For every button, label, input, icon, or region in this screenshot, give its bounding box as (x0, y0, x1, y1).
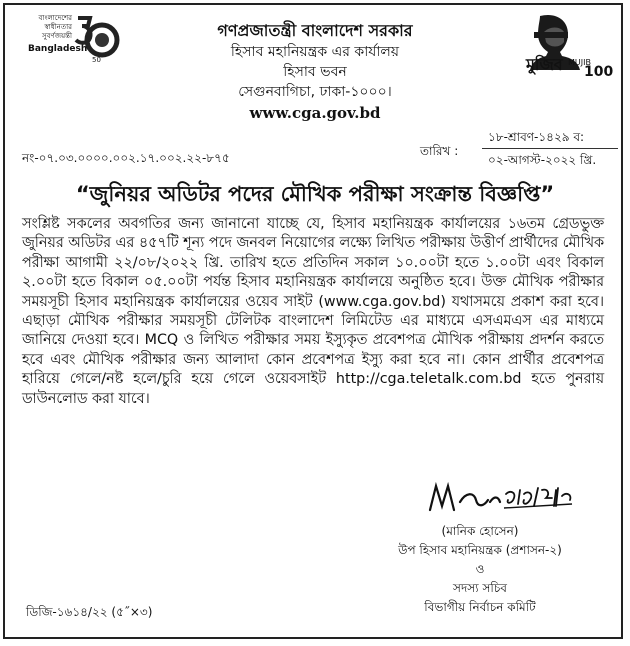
date-label: তারিখ : (420, 144, 459, 158)
notice-title: “জুনিয়র অডিটর পদের মৌখিক পরীক্ষা সংক্রান্ত বিজ্ঞপ্তি” (75, 182, 555, 206)
government-name: গণপ্রজাতন্ত্রী বাংলাদেশ সরকার (217, 21, 413, 40)
logo-left-number: 50 (92, 56, 101, 64)
mujib-text: মুজিব (526, 55, 563, 74)
signer-conjunction: ও (475, 562, 485, 576)
jubilee-50-icon (74, 12, 120, 64)
mujib-number: 100 (584, 64, 614, 80)
date-divider (482, 148, 618, 149)
handwritten-signature (426, 480, 576, 514)
mujib-100-logo (500, 12, 612, 92)
memo-number: নং-০৭.০৩.০০০০.০০২.১৭.০০২.২২-৮৭৫ (22, 151, 230, 165)
signer-role: সদস্য সচিব (453, 581, 507, 595)
logo-left-country: Bangladesh (28, 44, 88, 54)
building-name: হিসাব ভবন (283, 64, 347, 80)
date-english: ০২-আগস্ট-২০২২ খ্রি. (488, 153, 597, 167)
print-code: ডিজি-১৬১৪/২২ (৫˝×৩) (26, 605, 153, 619)
logo-left-text: বাংলাদেশের স্বাধীনতার সুবর্ণজয়ন্তী (38, 14, 72, 40)
date-bangla: ১৮-শ্রাবণ-১৪২৯ ব: (488, 130, 585, 144)
date-box (482, 128, 618, 169)
signer-name: (মানিক হোসেন) (441, 524, 519, 538)
office-name: হিসাব মহানিয়ন্ত্রক এর কার্যালয় (230, 44, 400, 60)
golden-jubilee-logo (28, 12, 120, 68)
signer-block (370, 522, 590, 617)
notice-body: সংশ্লিষ্ট সকলের অবগতির জন্য জানানো যাচ্ছে যে, হিসাব মহানিয়ন্ত্রক কার্যালয়ের ১৬তম গ্রেডভুক্ত জুনিয়র অডিটর এর ৪৫৭টি শূন্য পদে জনবল নিয়োগের লক্ষ্যে লিখিত পরীক্ষায় উত্তীর্ণ প্রার্থীদের মৌখিক পরীক্ষা আগামী ২২/০৮/২০২২ খ্রি. তারিখ হতে প্রতিদিন সকাল ১০.০০টা হতে ১.০০টা এবং বিকাল ২.০০টা হতে বিকাল ০৫.০০টা পর্যন্ত হিসাব মহানিয়ন্ত্রক কার্যালয়ে অনুষ্ঠিত হবে। উক্ত মৌখিক পরীক্ষার সময়সূচী হিসাব মহানিয়ন্ত্রক কার্যালয়ের ওয়েব সাইট (www.cga.gov.bd) যথাসময়ে প্রকাশ করা হবে। এছাড়া মৌখিক পরীক্ষার সময়সূচী টেলিটক বাংলাদেশ লিমিটেড এর মাধ্যমে এসএমএস এর মাধ্যমে জানিয়ে দেওয়া হবে। MCQ ও লিখিত পরীক্ষার সময় ইস্যুকৃত প্রবেশপত্র মৌখিক পরীক্ষায় প্রদর্শন করতে হবে এবং মৌখিক পরীক্ষার জন্য আলাদা কোন প্রবেশপত্র ইস্যু করা হবে না। কোন প্রার্থীর প্রবেশপত্র হারিয়ে গেলে/নষ্ট হলে/চুরি হয়ে গেলে ওয়েবসাইট http://cga.teletalk.com.bd হতে পুনরায় ডাউনলোড করা যাবে। (22, 216, 604, 407)
office-website[interactable]: www.cga.gov.bd (249, 104, 381, 122)
signer-committee: বিভাগীয় নির্বাচন কমিটি (424, 600, 536, 614)
office-header (150, 20, 480, 124)
signer-designation: উপ হিসাব মহানিয়ন্ত্রক (প্রশাসন-২) (398, 543, 562, 557)
mujib-sub: MUJIB (568, 58, 591, 67)
office-address: সেগুনবাগিচা, ঢাকা-১০০০। (238, 84, 392, 100)
